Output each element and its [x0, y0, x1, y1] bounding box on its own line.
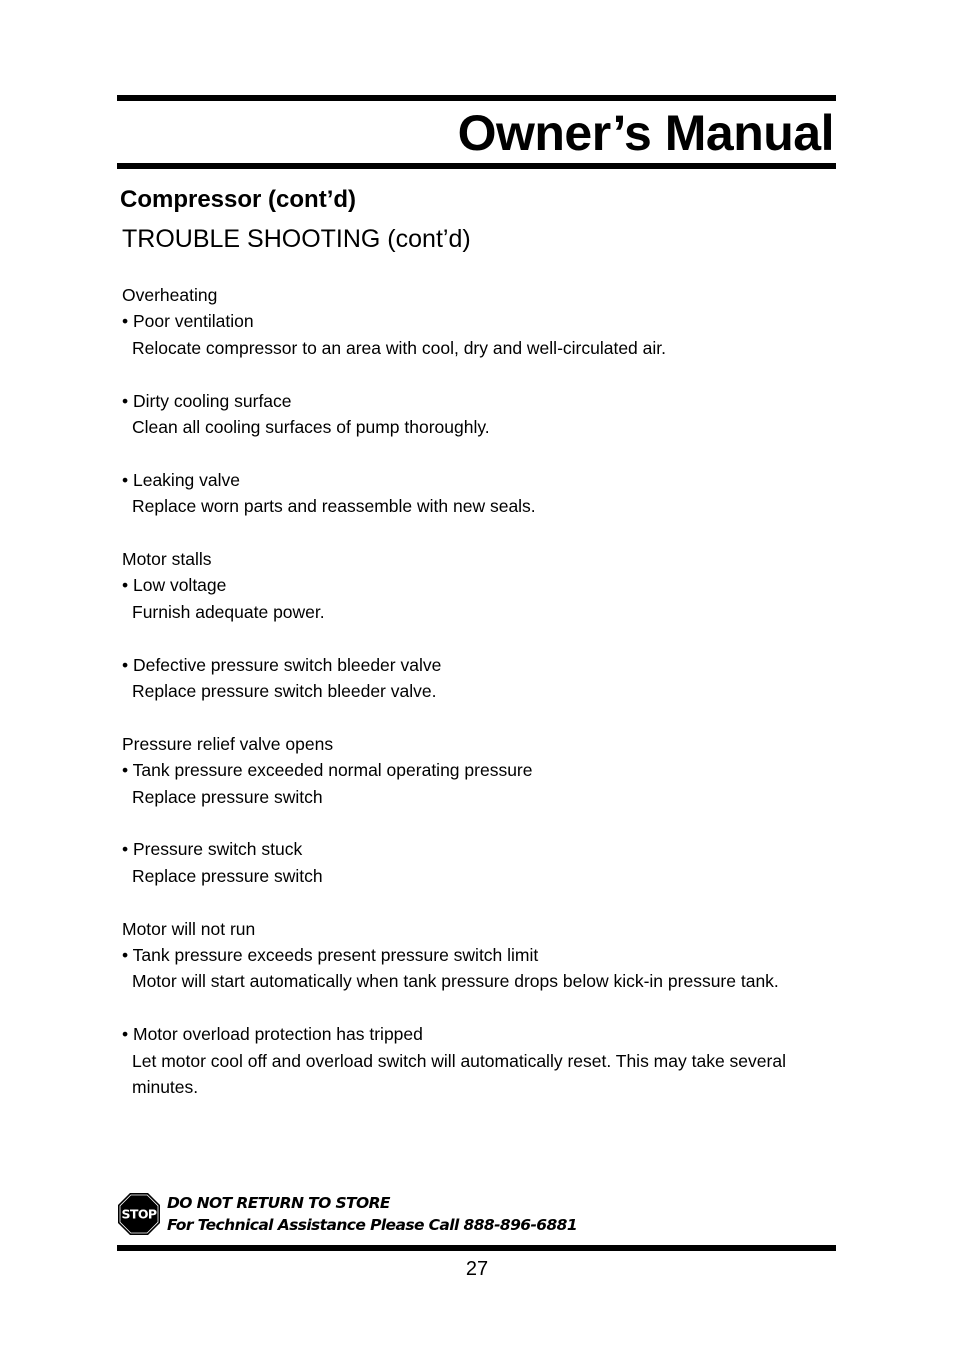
remedy-text: Replace pressure switch bleeder valve.: [132, 681, 437, 702]
cause-item: [122, 757, 842, 810]
cause-item: [122, 836, 842, 889]
cause-text: • Dirty cooling surface: [122, 390, 292, 411]
cause-text: • Low voltage: [122, 575, 227, 596]
stop-sign-label: STOP: [121, 1206, 157, 1222]
trouble-group: [122, 731, 842, 889]
trouble-group: [122, 282, 842, 520]
problem-heading: Overheating: [122, 285, 218, 305]
top-rule: [117, 95, 836, 101]
footer-line-2: For Technical Assistance Please Call 888-896-6881: [167, 1216, 578, 1234]
cause-item: [122, 1021, 842, 1100]
section-title: Compressor (cont’d): [120, 186, 357, 213]
remedy-text: Clean all cooling surfaces of pump thoroughly.: [132, 417, 490, 438]
cause-item: [122, 652, 842, 705]
trouble-group: [122, 546, 842, 704]
cause-text: • Poor ventilation: [122, 311, 254, 332]
page-number: 27: [465, 1258, 489, 1280]
remedy-text: Replace worn parts and reassemble with new seals.: [132, 496, 536, 517]
cause-text: • Pressure switch stuck: [122, 839, 303, 860]
cause-text: • Tank pressure exceeds present pressure switch limit: [122, 945, 539, 966]
footer-rule: [117, 1245, 836, 1251]
remedy-text: Furnish adequate power.: [132, 601, 325, 622]
cause-item: [122, 942, 842, 995]
remedy-text: Relocate compressor to an area with cool, dry and well-circulated air.: [132, 337, 666, 358]
problem-heading: Motor stalls: [122, 549, 212, 570]
stop-sign-icon: [117, 1192, 161, 1236]
cause-text: • Tank pressure exceeded normal operating pressure: [122, 760, 533, 781]
problem-heading: Motor will not run: [122, 918, 256, 939]
cause-item: [122, 467, 842, 520]
remedy-text: Replace pressure switch: [132, 865, 323, 886]
cause-text: • Leaking valve: [122, 469, 241, 490]
cause-text: • Motor overload protection has tripped: [122, 1024, 423, 1045]
footer-notice: [117, 1190, 836, 1238]
cause-item: [122, 388, 842, 441]
cause-item: [122, 308, 842, 361]
remedy-text: Replace pressure switch: [132, 786, 323, 807]
troubleshooting-list: [122, 282, 842, 1127]
trouble-group: [122, 916, 842, 1101]
problem-heading: Pressure relief valve opens: [122, 733, 334, 754]
subsection-title: TROUBLE SHOOTING (cont’d): [122, 225, 471, 253]
footer-line-1: DO NOT RETURN TO STORE: [167, 1194, 390, 1212]
remedy-text: Motor will start automatically when tank pressure drops below kick-in pressure tank.: [132, 971, 779, 992]
cause-item: [122, 572, 842, 625]
header-rule: [117, 163, 836, 169]
cause-text: • Defective pressure switch bleeder valve: [122, 654, 442, 675]
remedy-text: Let motor cool off and overload switch will automatically reset. This may take several minutes.: [132, 1050, 786, 1098]
page-title: Owner’s Manual: [457, 105, 834, 161]
